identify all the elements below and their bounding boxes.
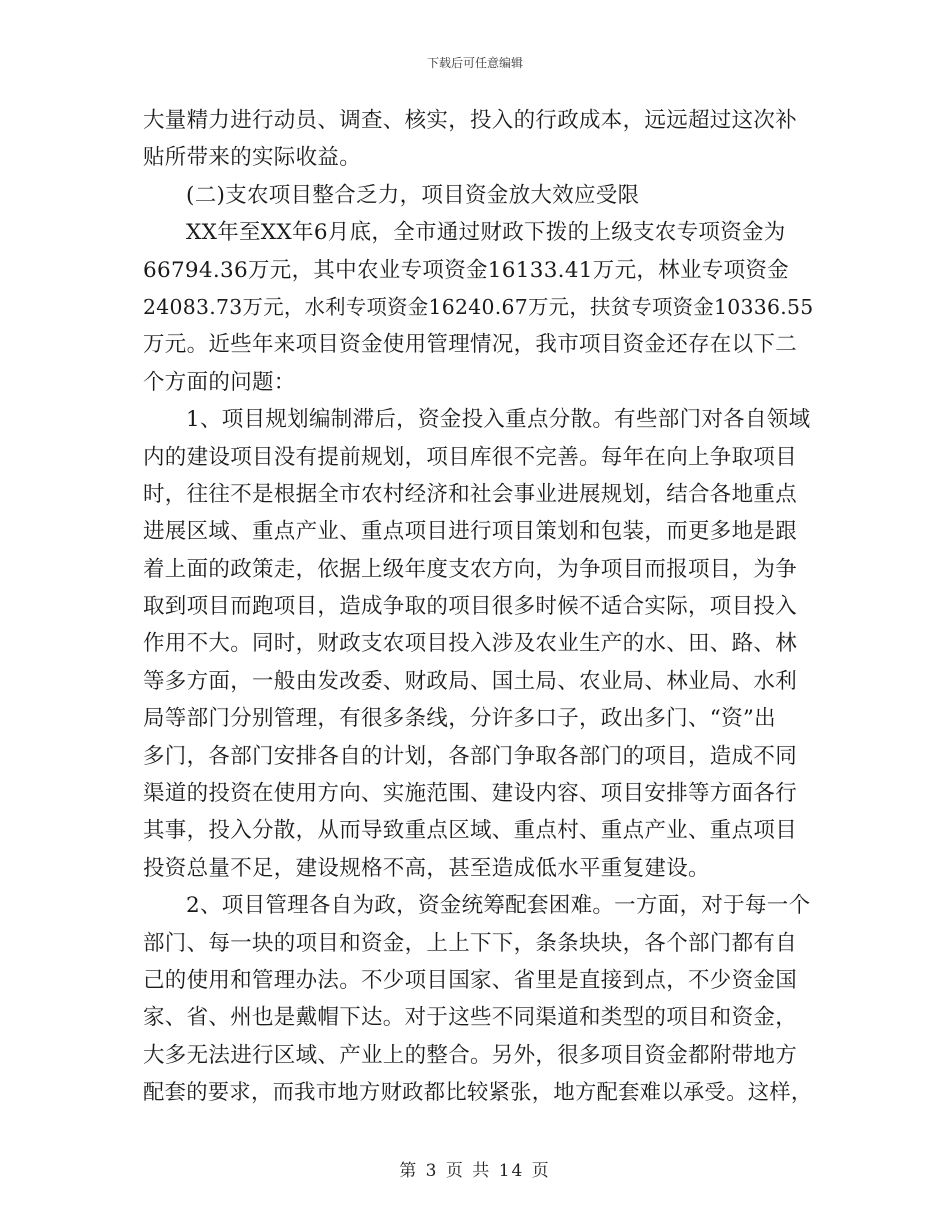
text-line: 万元。近些年来项目资金使用管理情况，我市项目资金还存在以下二 — [143, 332, 798, 358]
text-line: 2、项目管理各自为政，资金统筹配套困难。一方面，对于每一个 — [186, 893, 811, 919]
text-line: 进展区域、重点产业、重点项目进行项目策划和包装，而更多地是跟 — [143, 519, 798, 545]
text-line: 大量精力进行动员、调查、核实，投入的行政成本，远远超过这次补 — [143, 108, 798, 133]
text-line: 1、项目规划编制滞后，资金投入重点分散。有些部门对各自领域 — [186, 407, 811, 433]
page-footer: 第 3 页 共 14 页 — [399, 1161, 551, 1181]
document-body — [143, 102, 813, 1112]
text-line: 66794.36万元，其中农业专项资金16133.41万元，林业专项资金 — [143, 257, 789, 283]
text-line: 作用不大。同时，财政支农项目投入涉及农业生产的水、田、路、林 — [143, 631, 798, 657]
text-line: 其事，投入分散，从而导致重点区域、重点村、重点产业、重点项目 — [143, 818, 798, 844]
text-line: 己的使用和管理办法。不少项目国家、省里是直接到点，不少资金国 — [143, 967, 798, 993]
text-line: 渠道的投资在使用方向、实施范围、建设内容、项目安排等方面各行 — [143, 781, 798, 807]
text-line: 等多方面，一般由发改委、财政局、国土局、农业局、林业局、水利 — [143, 668, 798, 694]
text-line: 24083.73万元，水利专项资金16240.67万元，扶贫专项资金10336.55 — [143, 294, 814, 319]
text-line: 配套的要求，而我市地方财政都比较紧张，地方配套难以承受。这样， — [143, 1080, 813, 1106]
text-line: 局等部门分别管理，有很多条线，分许多口子，政出多门、“资”出 — [143, 706, 776, 732]
text-line: 时，往往不是根据全市农村经济和社会事业进展规划，结合各地重点 — [143, 481, 798, 507]
text-line: 内的建设项目没有提前规划，项目库很不完善。每年在向上争取项目 — [143, 444, 798, 470]
text-line: 取到项目而跑项目，造成争取的项目很多时候不适合实际，项目投入 — [143, 594, 798, 620]
page-header: 下载后可任意编辑 — [426, 56, 523, 70]
text-line: (二)支农项目整合乏力，项目资金放大效应受限 — [186, 182, 640, 208]
text-line: 个方面的问题： — [143, 369, 296, 395]
text-line: 大多无法进行区域、产业上的整合。另外，很多项目资金都附带地方 — [143, 1042, 798, 1068]
text-line: 多门，各部门安排各自的计划，各部门争取各部门的项目，造成不同 — [143, 743, 798, 769]
text-line: 投资总量不足，建设规格不高，甚至造成低水平重复建设。 — [143, 855, 710, 881]
text-line: XX年至XX年6月底，全市通过财政下拨的上级支农专项资金为 — [186, 220, 786, 246]
text-line: 家、省、州也是戴帽下达。对于这些不同渠道和类型的项目和资金， — [143, 1005, 798, 1031]
text-line: 着上面的政策走，依据上级年度支农方向，为争项目而报项目，为争 — [143, 556, 798, 582]
text-line: 贴所带来的实际收益。 — [143, 145, 362, 171]
text-line: 部门、每一块的项目和资金，上上下下，条条块块，各个部门都有自 — [143, 930, 798, 956]
